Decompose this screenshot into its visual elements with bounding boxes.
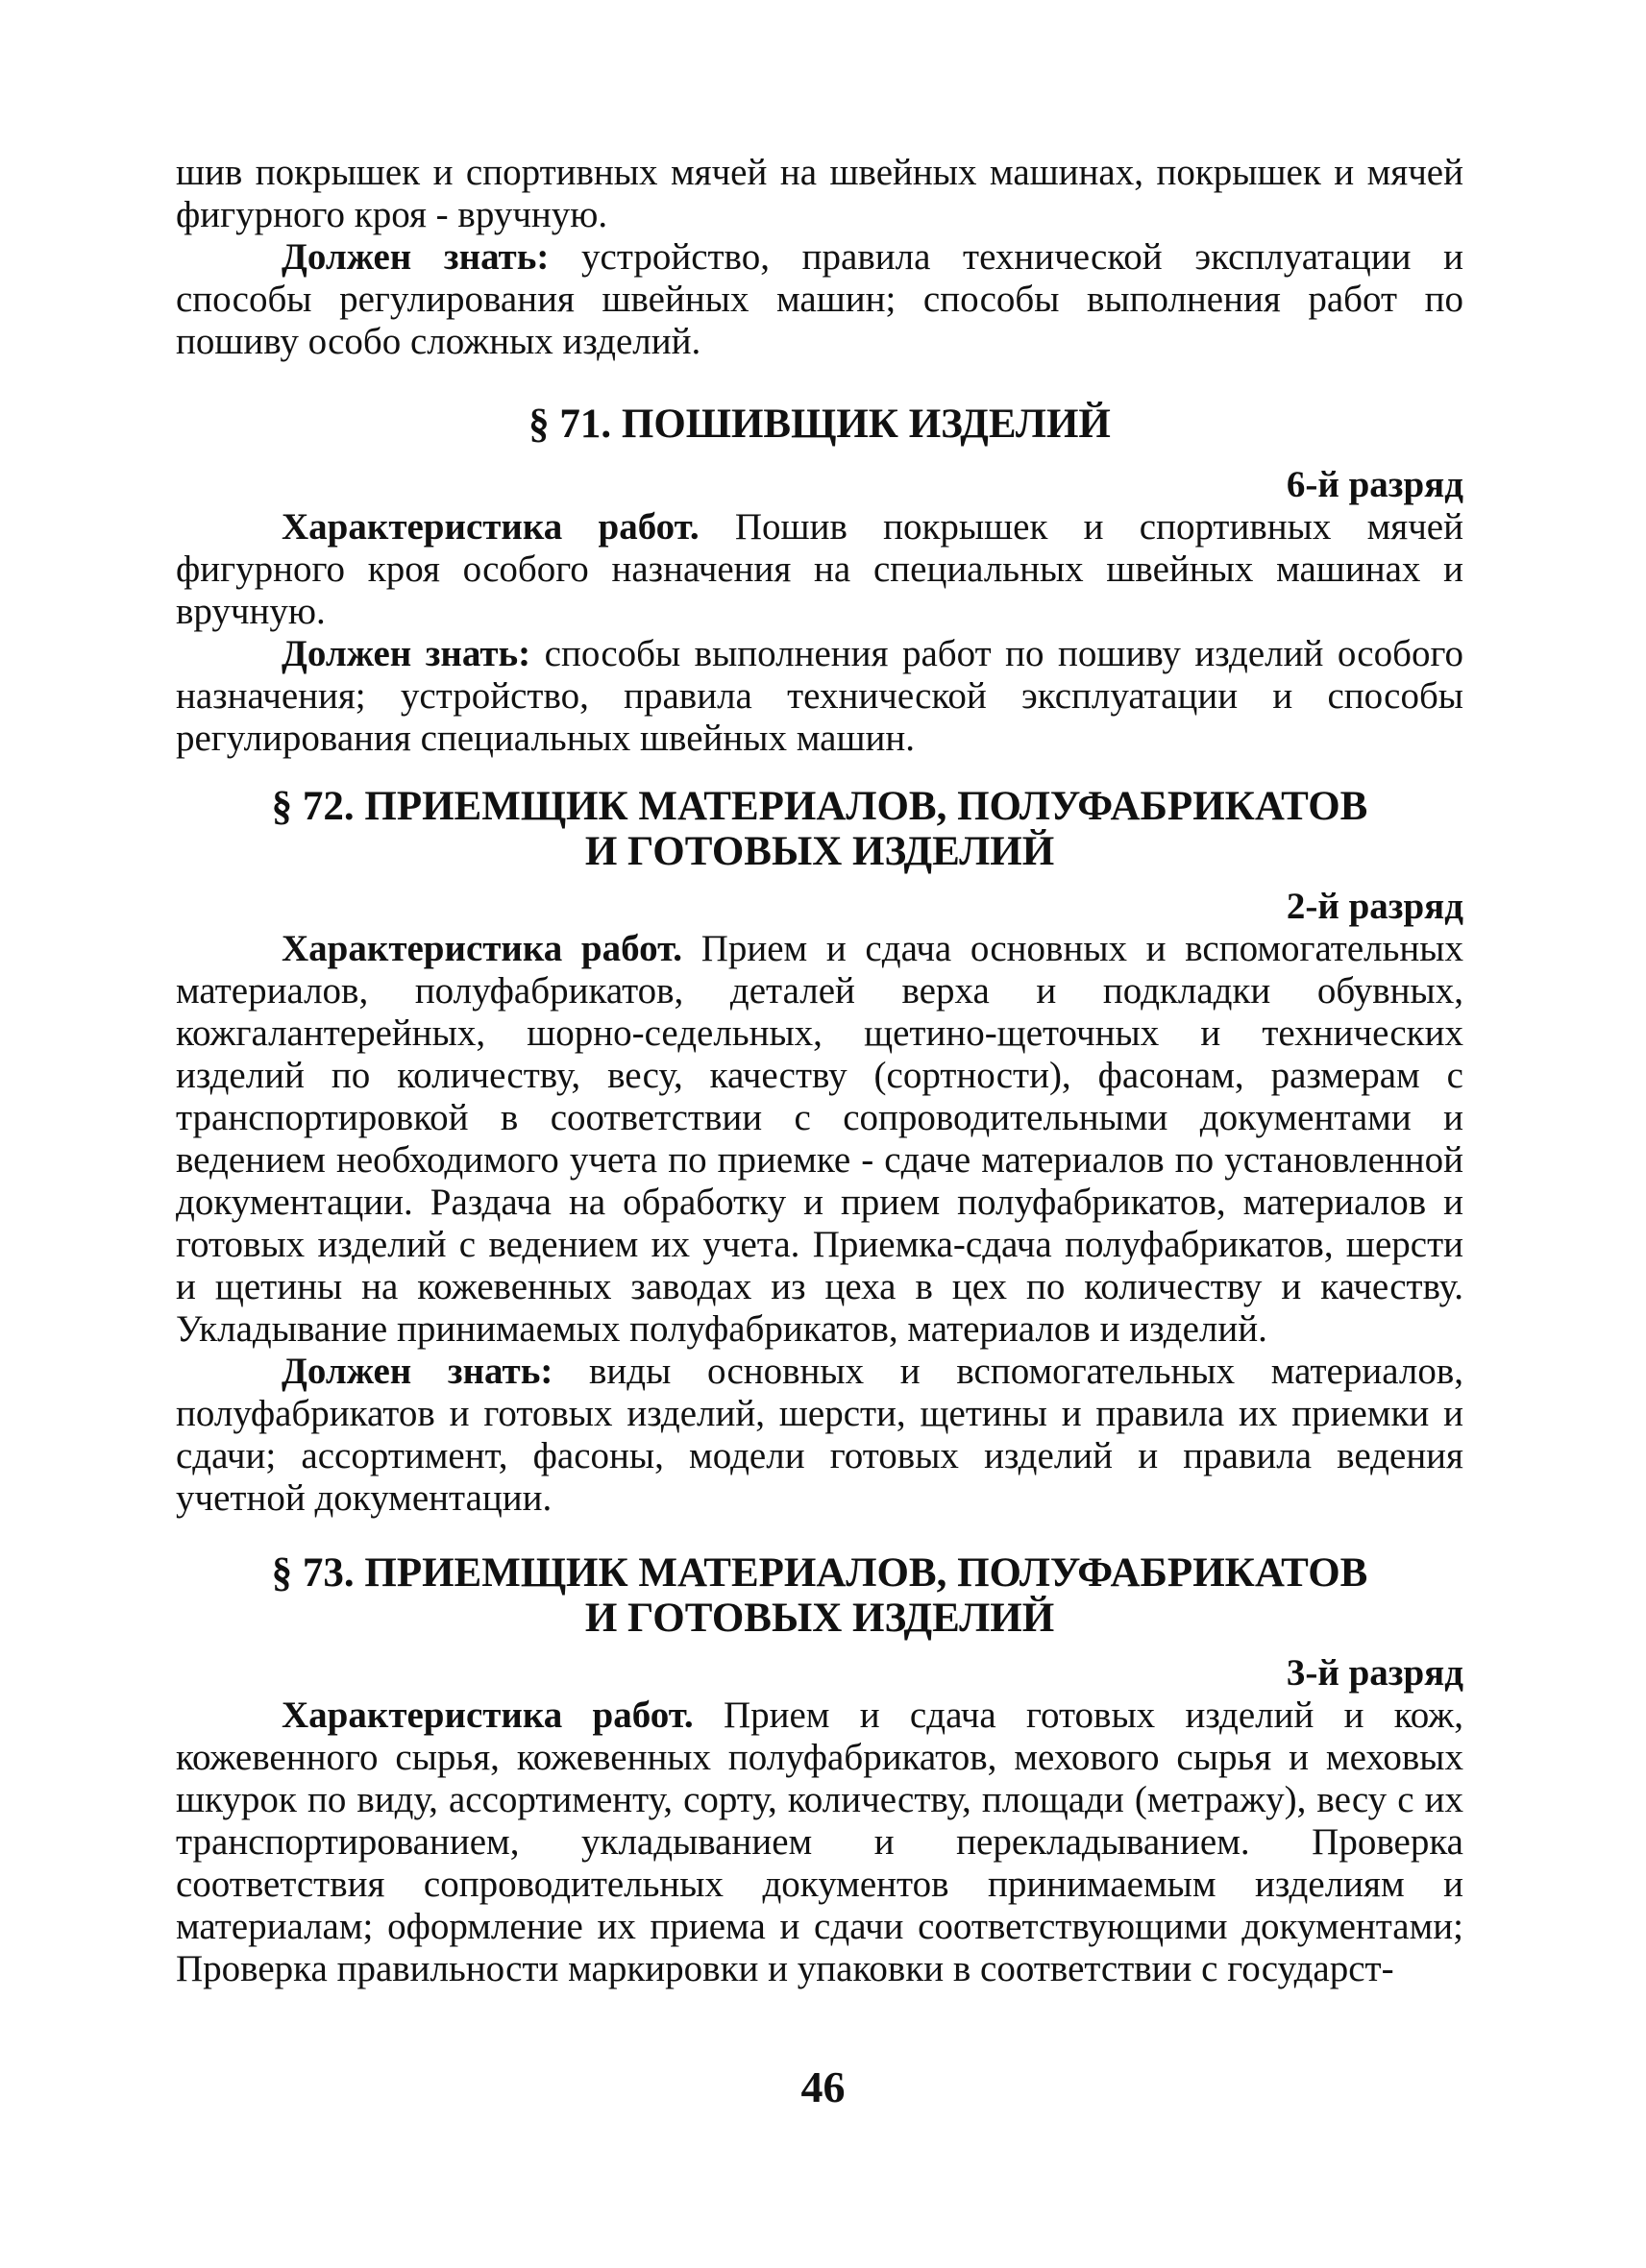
grade-label: 2-й разряд [1286,886,1463,927]
section-73 [176,1550,1463,1990]
section-heading-line2: И ГОТОВЫХ ИЗДЕЛИЙ [584,1596,1055,1641]
work-paragraph [176,928,1463,1351]
knowledge-label: Должен знать: [282,236,550,278]
section-heading: § 73. ПРИЕМЩИК МАТЕРИАЛОВ, ПОЛУФАБРИКАТОВ [271,1550,1368,1596]
work-label: Характеристика работ. [282,928,683,969]
top-knowledge-paragraph [176,236,1463,363]
knowledge-text: способы выполнения работ по пошиву изделий особого назначения; устройство, правила технической эксплуатации и способы регулирования специальных швейных машин. [176,633,1463,759]
grade-label: 6-й разряд [1286,464,1463,505]
section-heading-line2: И ГОТОВЫХ ИЗДЕЛИЙ [584,829,1055,874]
work-text: Прием и сдача основных и вспомогательных материалов, полуфабрикатов, деталей верха и подкладки обувных, кожгалантерейных, шорно-седельных, щетино-щеточных и технических изделий по количеству, весу, качеству (сортности), фасонам, размерам с транспортировкой в соответствии с сопроводительными документами и ведением необходимого учета по приемке - сдаче материалов по установленной документации. Раздача на обработку и прием полуфабрикатов, материалов и готовых изделий с ведением их учета. Приемка-сдача полуфабрикатов, шерсти и щетины на кожевенных заводах из цеха в цех по количеству и качеству. Укладывание принимаемых полуфабрикатов, материалов и изделий. [176,928,1463,1350]
knowledge-paragraph [176,633,1463,760]
knowledge-label: Должен знать: [282,1351,553,1392]
section-heading: § 71. ПОШИВЩИК ИЗДЕЛИЙ [528,402,1111,447]
page-number: 46 [800,2062,846,2111]
section-72 [176,784,1463,1520]
top-block [176,152,1463,363]
work-text: Прием и сдача готовых изделий и кож, кожевенного сырья, кожевенных полуфабрикатов, мехового сырья и меховых шкурок по виду, ассортименту, сорту, количеству, площади (метражу), весу с их транспортированием, укладыванием и перекладыванием. Проверка соответствия сопроводительных документов принимаемым изделиям и материалам; оформление их приема и сдачи соответствующими документами; Проверка правильности маркировки и упаковки в соответствии с государст- [176,1695,1463,1989]
work-text: Пошив покрышек и спортивных мячей фигурного кроя особого назначения на специальных швейных машинах и вручную. [176,506,1463,632]
knowledge-text: виды основных и вспомогательных материалов, полуфабрикатов и готовых изделий, шерсти, щетины и правила их приемки и сдачи; ассортимент, фасоны, модели готовых изделий и правила ведения учетной документации. [176,1351,1463,1519]
work-paragraph [176,506,1463,633]
continuation-paragraph: шив покрышек и спортивных мячей на швейных машинах, покрышек и мячей фигурного кроя - вручную. [176,152,1463,235]
work-label: Характеристика работ. [282,506,700,548]
work-label: Характеристика работ. [282,1695,694,1736]
section-heading: § 72. ПРИЕМЩИК МАТЕРИАЛОВ, ПОЛУФАБРИКАТОВ [271,784,1368,829]
work-paragraph [176,1695,1463,1990]
knowledge-text: устройство, правила технической эксплуатации и способы регулирования швейных машин; способы выполнения работ по пошиву особо сложных изделий. [176,236,1463,362]
knowledge-label: Должен знать: [282,633,531,674]
knowledge-paragraph [176,1351,1463,1520]
section-71 [176,402,1463,760]
grade-label: 3-й разряд [1286,1652,1463,1694]
